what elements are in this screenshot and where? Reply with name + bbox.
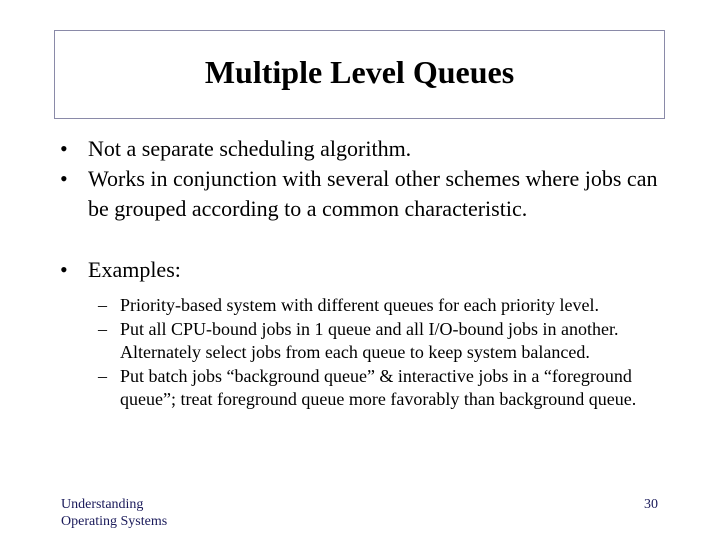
sub-bullet-text: Priority-based system with different queues for each priority level. [120,295,600,315]
footer-course-title [61,496,167,530]
title-box [54,30,665,119]
sub-bullet-text: Put batch jobs “background queue” & interactive jobs in a “foreground queue”; treat foreground queue more favorably than background queue. [120,365,637,409]
bullet-item [60,134,680,164]
bullet-marker: • [60,136,68,161]
bullet-text: Not a separate scheduling algorithm. [88,136,412,161]
page-number: 30 [644,497,658,512]
bullet-text: Examples: [88,257,181,282]
sub-bullet-item [60,294,660,318]
bullet-marker: • [60,257,68,282]
sub-bullet-item [60,318,660,365]
sub-bullet-item [60,365,660,412]
sub-bullet-text: Put all CPU-bound jobs in 1 queue and all I/O-bound jobs in another. Alternately select jobs from each queue to keep system balanced. [120,318,619,362]
bullet-text: Works in conjunction with several other schemes where jobs can be grouped according to a common characteristic. [88,166,658,221]
slide-title: Multiple Level Queues [204,54,515,90]
bullet-item [60,164,680,224]
sub-bullet-marker: – [98,295,107,315]
sub-bullet-marker: – [98,318,107,339]
footer-course-line2: Operating Systems [61,514,168,529]
bullet-marker: • [60,166,68,191]
bullet-item [60,255,680,285]
footer-course-line1: Understanding [61,497,144,512]
sub-bullet-marker: – [98,365,107,386]
spacer [60,224,680,255]
bullet-list [60,134,680,412]
